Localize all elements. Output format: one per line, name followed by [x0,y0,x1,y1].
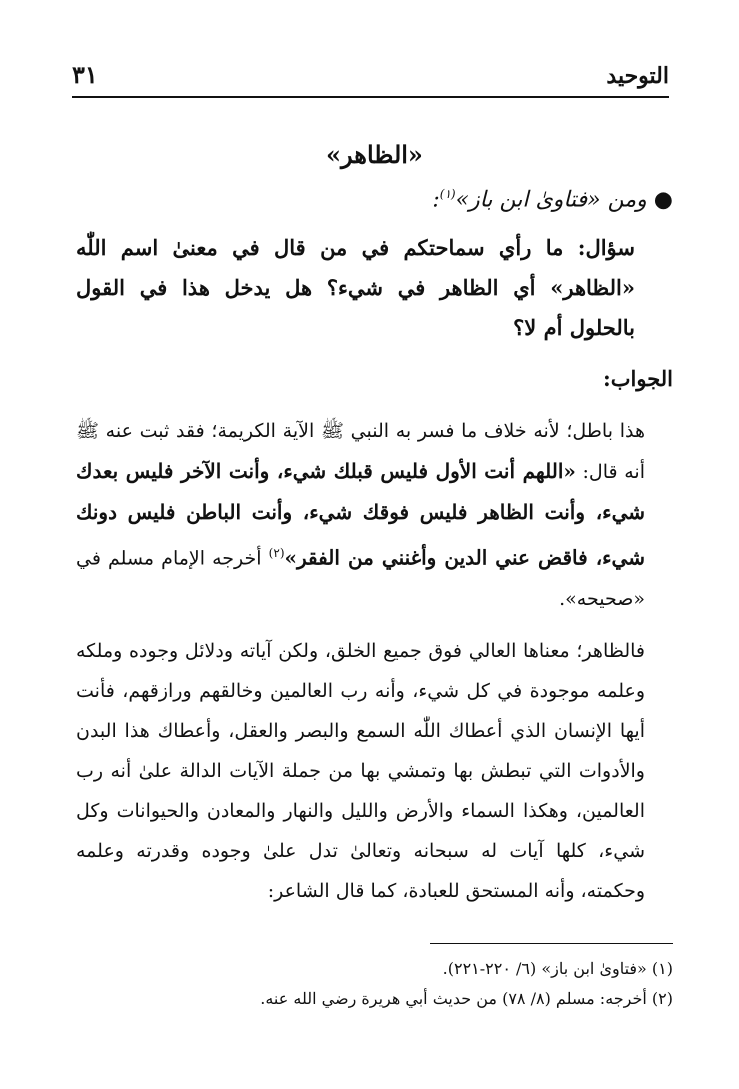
footnote-marker-1: (١) [439,187,456,201]
answer-paragraph [76,411,673,618]
footnote-rule [430,943,673,944]
answer-intro: هذا باطل؛ لأنه خلاف ما فسر به النبي ﷺ الآية الكريمة؛ فقد ثبت عنه ﷺ أنه قال: [76,420,645,484]
page-content [76,140,673,923]
header-rule [72,96,669,98]
source-suffix: : [432,187,440,213]
source-title: «فتاوىٰ ابن باز» [455,187,601,213]
running-title: التوحيد [606,63,669,89]
page-header [72,60,669,89]
explanation-paragraph: فالظاهر؛ معناها العالي فوق جميع الخلق، ولكن آياته ودلائل وجوده وملكه وعلمه موجودة في كل شيء، وأنه رب العالمين وخالقهم ورازقهم، فأنت أيها الإنسان الذي أعطاك اللّٰه السمع والبصر والعقل، وأعطاك هذا البدن والأدوات التي تبطش بها وتمشي بها من جملة الآيات الدالة علىٰ أنه رب العالمين، وهكذا السماء والأرض والليل والنهار والمعادن والحيوانات وكل شيء، كلها آيات له سبحانه وتعالىٰ تدل علىٰ وجوده وقدرته وعلمه وحكمته، وأنه المستحق للعبادة، كما قال الشاعر: [76,639,645,902]
footnotes [76,954,673,1014]
footnote-marker-2: (٢) [268,546,285,561]
answer-label: الجواب: [603,366,673,392]
answer-outro: أخرجه الإمام مسلم في «صحيحه». [76,547,645,610]
footnote-2: (٢) أخرجه: مسلم (٨/ ٧٨) من حديث أبي هريرة رضي الله عنه. [260,989,673,1008]
section-heading: «الظاهر» [326,140,423,169]
hadith-quote: «اللهم أنت الأول فليس قبلك شيء، وأنت الآخر فليس بعدك شيء، وأنت الظاهر فليس فوقك شيء، وأنت الباطن فليس دونك شيء، فاقض عني الدين وأغنني من الفقر» [76,459,645,570]
source-line [76,187,673,212]
footnote-1: (١) «فتاوىٰ ابن باز» (٦/ ٢٢٠-٢٢١). [442,959,673,978]
source-prefix: ومن [600,187,647,213]
bullet-icon: ● [653,187,673,213]
page-number: ٣١ [72,60,98,89]
question-text: سؤال: ما رأي سماحتكم في من قال في معنىٰ اسم اللّٰه «الظاهر» أي الظاهر في شيء؟ هل يدخل هذا في القول بالحلول أم لا؟ [76,235,635,341]
